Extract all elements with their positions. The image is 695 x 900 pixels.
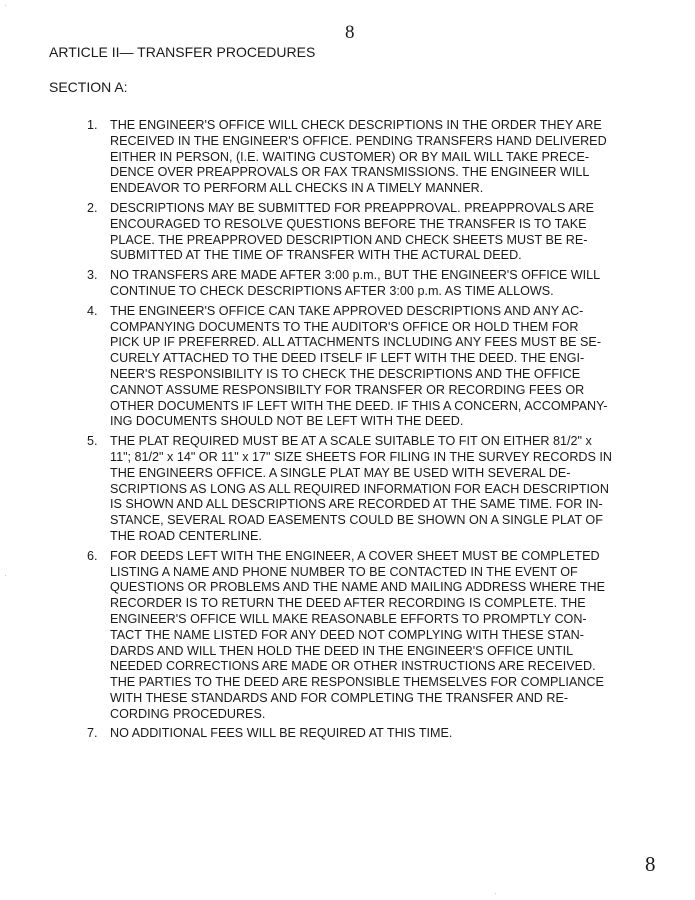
procedure-item-3 bbox=[87, 268, 657, 300]
item-text: NO ADDITIONAL FEES WILL BE REQUIRED AT THIS TIME. bbox=[110, 726, 453, 741]
article-title: ARTICLE II— TRANSFER PROCEDURES bbox=[49, 44, 316, 60]
procedure-item-2 bbox=[87, 201, 657, 264]
item-number: 2. bbox=[87, 200, 98, 215]
item-text: THE ENGINEER'S OFFICE CAN TAKE APPROVED DESCRIPTIONS AND ANY AC- COMPANYING DOCUMENTS TO THE AUDITOR'S OFFICE OR HOLD THEM FOR PICK UP IF PREFERRED. ALL ATTACHMENTS INCLUDING ANY FEES MUST BE SE- CURELY ATTACHED TO THE DEED ITSELF IF LEFT WITH THE DEED. THE ENGI- NEER'S RESPONSIBILITY IS TO CHECK THE DESCRIPTIONS AND THE OFFICE CANNOT ASSUME RESPONSIBILTY FOR TRANSFER OR RECORDING FEES OR OTHER DOCUMENTS IF LEFT WITH THE DEED. IF THIS A CONCERN, ACCOMPANY- ING DOCUMENTS SHOULD NOT BE LEFT WITH THE DEED. bbox=[110, 303, 608, 429]
item-number: 3. bbox=[87, 268, 98, 283]
procedures-list bbox=[87, 118, 657, 746]
scan-speck bbox=[5, 5, 6, 6]
procedure-item-1 bbox=[87, 118, 657, 197]
item-number: 1. bbox=[87, 118, 98, 132]
page-number-bottom: 8 bbox=[645, 852, 656, 876]
item-text: THE ENGINEER'S OFFICE WILL CHECK DESCRIPTIONS IN THE ORDER THEY ARE RECEIVED IN THE ENGINEER'S OFFICE. PENDING TRANSFERS HAND DELIVERED EITHER IN PERSON, (I.E. WAITING CUSTOMER) OR BY MAIL WILL TAKE PRECE- DENCE OVER PREAPPROVALS OR FAX TRANSMISSIONS. THE ENGINEER WILL ENDEAVOR TO PERFORM ALL CHECKS IN A TIMELY MANNER. bbox=[110, 118, 607, 196]
page-number-top: 8 bbox=[345, 22, 355, 43]
scan-speck bbox=[495, 893, 496, 894]
procedure-item-7 bbox=[87, 726, 657, 742]
scan-speck bbox=[5, 575, 6, 576]
section-title: SECTION A: bbox=[49, 79, 128, 95]
item-text: THE PLAT REQUIRED MUST BE AT A SCALE SUITABLE TO FIT ON EITHER 81/2" x 11"; 81/2" x 14" OR 11" x 17" SIZE SHEETS FOR FILING IN THE SURVEY RECORDS IN THE ENGINEERS OFFICE. A SINGLE PLAT MAY BE USED WITH SEVERAL DE- SCRIPTIONS AS LONG AS ALL REQUIRED INFORMATION FOR EACH DESCRIPTION IS SHOWN AND ALL DESCRIPTIONS ARE RECORDED AT THE SAME TIME. FOR IN- STANCE, SEVERAL ROAD EASEMENTS COULD BE SHOWN ON A SINGLE PLAT OF THE ROAD CENTERLINE. bbox=[110, 434, 612, 543]
item-number: 5. bbox=[87, 434, 98, 449]
item-text: NO TRANSFERS ARE MADE AFTER 3:00 p.m., BUT THE ENGINEER'S OFFICE WILL CONTINUE TO CHECK DESCRIPTIONS AFTER 3:00 p.m. AS TIME ALLOWS. bbox=[110, 268, 601, 298]
item-number: 7. bbox=[87, 726, 98, 741]
item-number: 6. bbox=[87, 548, 98, 563]
procedure-item-6 bbox=[87, 549, 657, 723]
item-text: DESCRIPTIONS MAY BE SUBMITTED FOR PREAPPROVAL. PREAPPROVALS ARE ENCOURAGED TO RESOLVE QUESTIONS BEFORE THE TRANSFER IS TO TAKE PLACE. THE PREAPPROVED DESCRIPTION AND CHECK SHEETS MUST BE RE- SUBMITTED AT THE TIME OF TRANSFER WITH THE ACTURAL DEED. bbox=[110, 200, 595, 263]
procedure-item-4 bbox=[87, 304, 657, 430]
item-number: 4. bbox=[87, 303, 98, 318]
procedure-item-5 bbox=[87, 434, 657, 545]
item-text: FOR DEEDS LEFT WITH THE ENGINEER, A COVER SHEET MUST BE COMPLETED LISTING A NAME AND PHONE NUMBER TO BE CONTACTED IN THE EVENT OF QUESTIONS OR PROBLEMS AND THE NAME AND MAILING ADDRESS WHERE THE RECORDER IS TO RETURN THE DEED AFTER RECORDING IS COMPLETE. THE ENGINEER'S OFFICE WILL MAKE REASONABLE EFFORTS TO PROMPTLY CON- TACT THE NAME LISTED FOR ANY DEED NOT COMPLYING WITH THESE STAN- DARDS AND WILL THEN HOLD THE DEED IN THE ENGINEER'S OFFICE UNTIL NEEDED CORRECTIONS ARE MADE OR OTHER INSTRUCTIONS ARE RECEIVED. THE PARTIES TO THE DEED ARE RESPONSIBLE THEMSELVES FOR COMPLIANCE WITH THESE STANDARDS AND FOR COMPLETING THE TRANSFER AND RE- CORDING PROCEDURES. bbox=[110, 548, 605, 721]
